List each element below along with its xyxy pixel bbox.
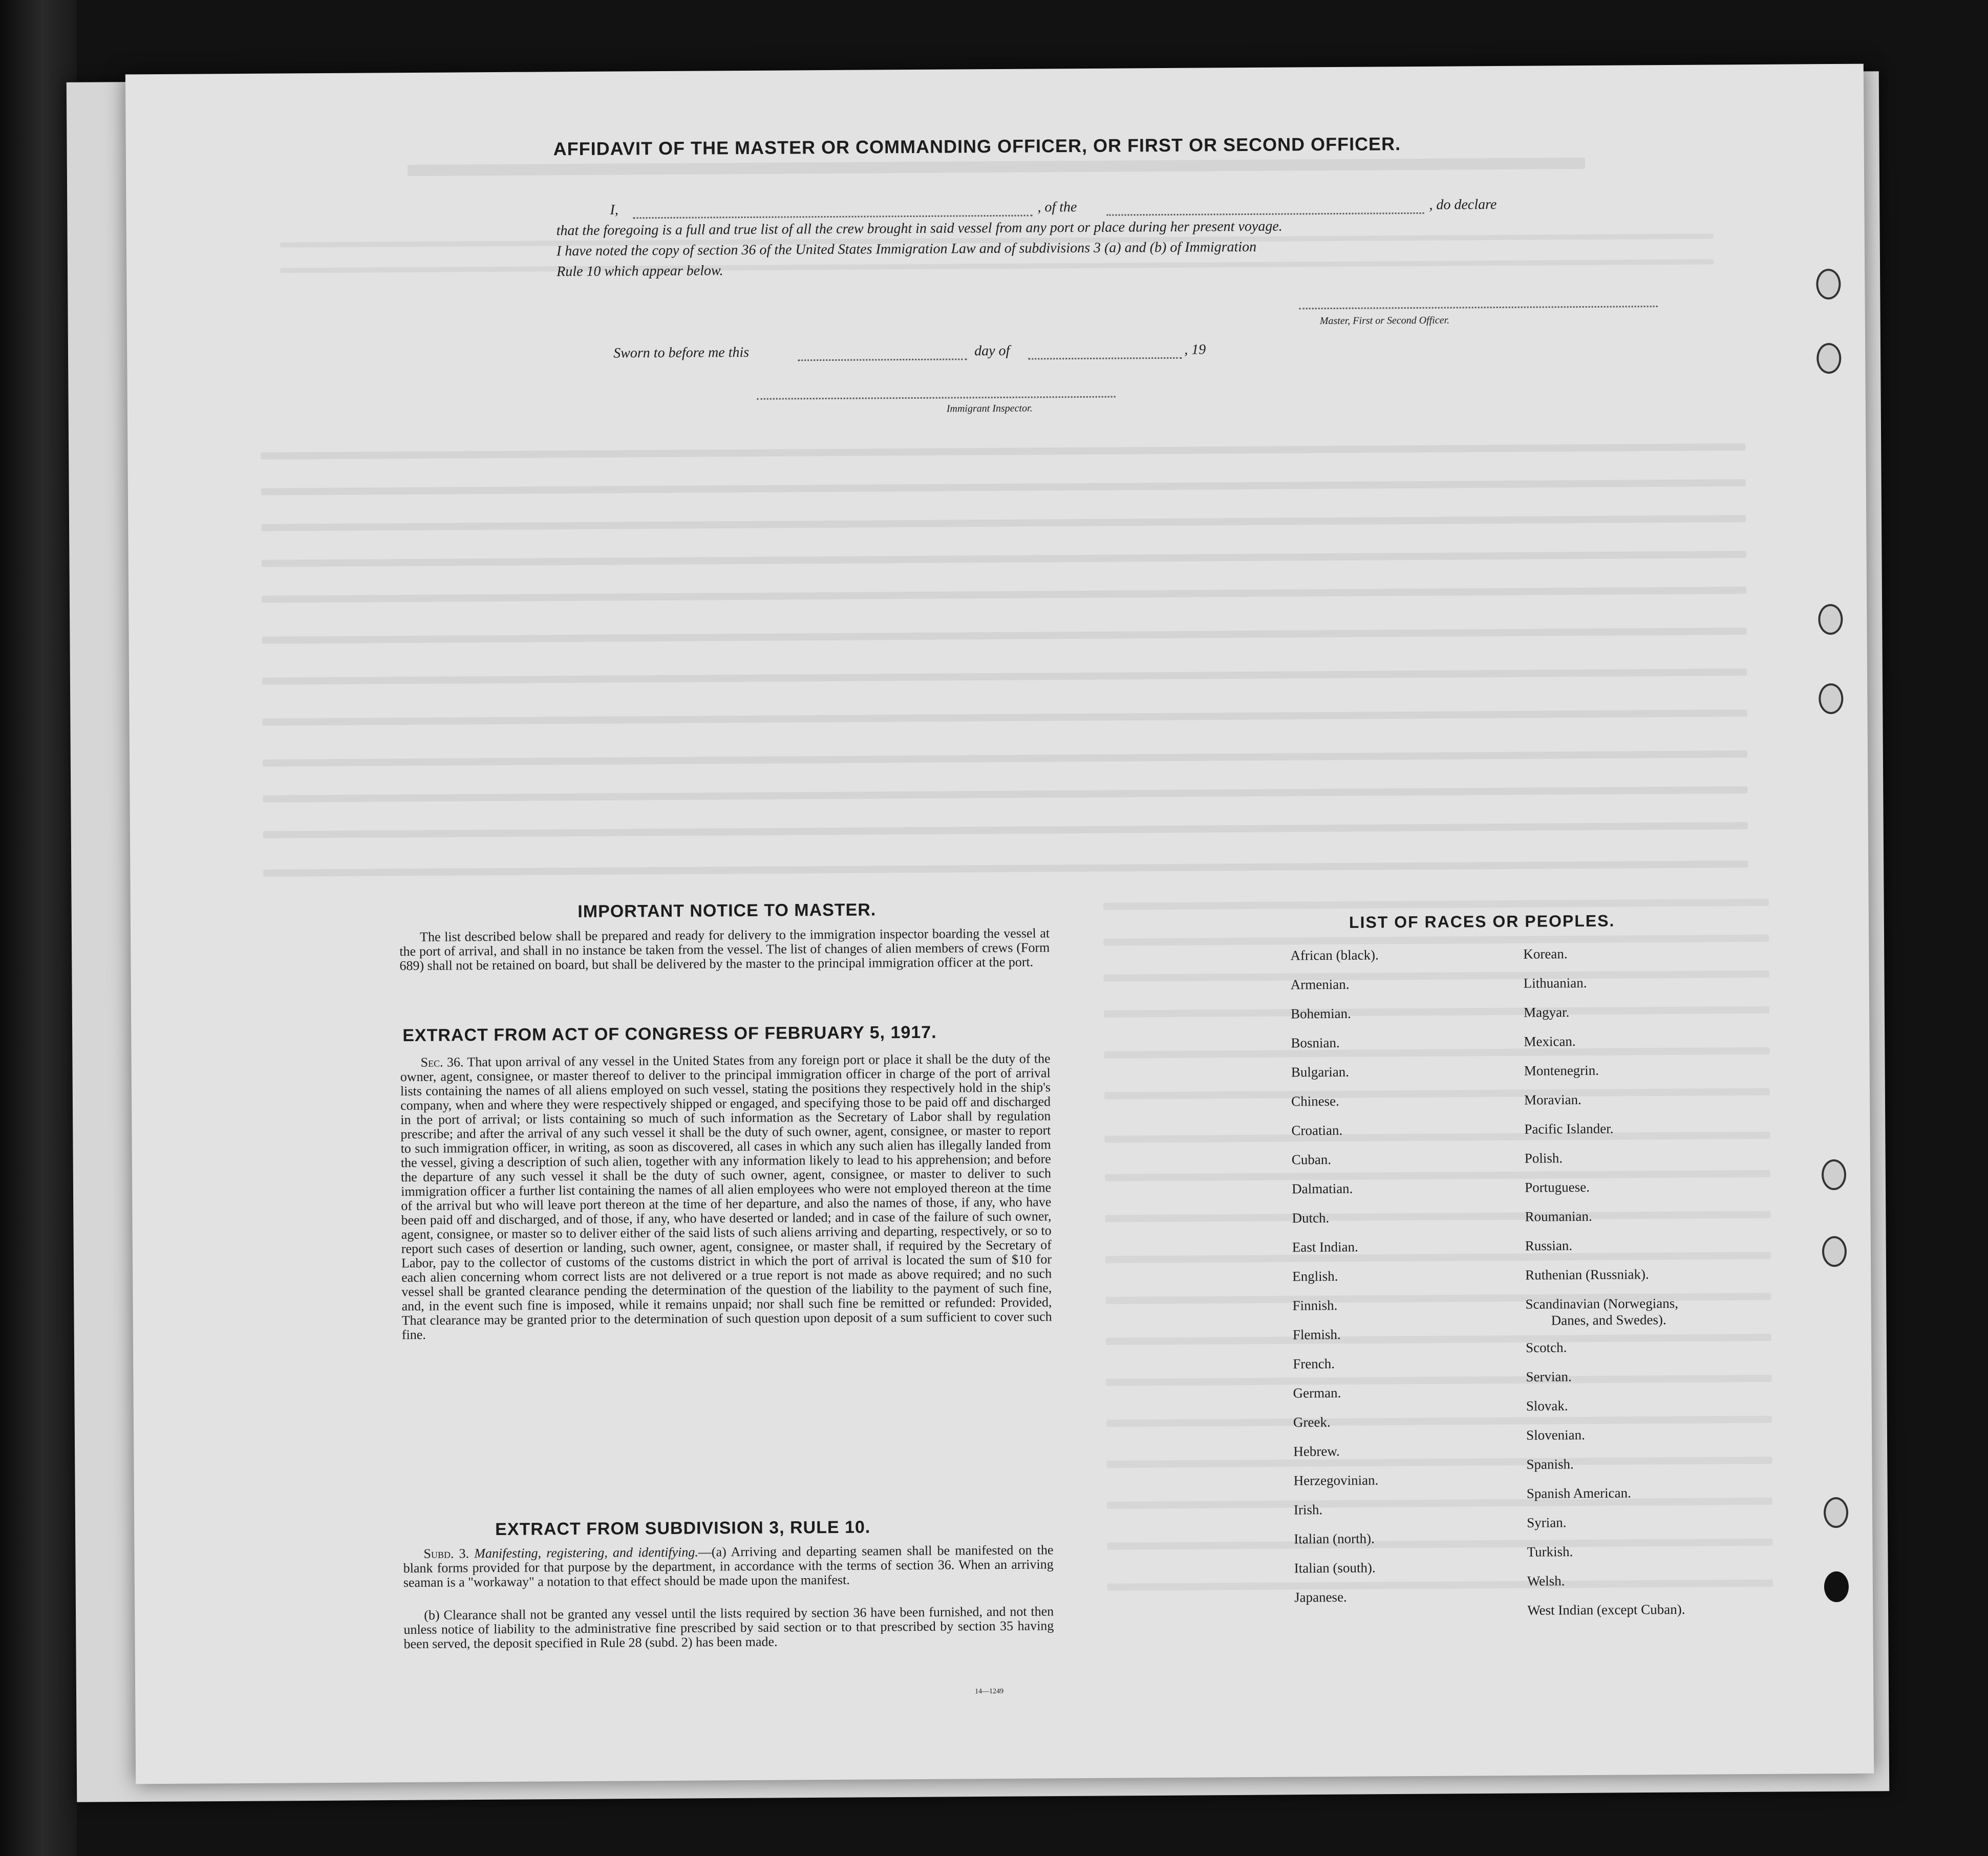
races-title: LIST OF RACES OR PEOPLES.	[1349, 911, 1615, 932]
affidavit-line-2: I have noted the copy of section 36 of the United States Immigration Law and of subdivisions 3 (a) and (b) of Immigration	[556, 239, 1257, 260]
race-item: Cuban.	[1291, 1152, 1332, 1168]
race-item: Russian.	[1525, 1238, 1573, 1254]
affidavit-line-3: Rule 10 which appear below.	[557, 263, 723, 280]
race-item: Bohemian.	[1290, 1005, 1351, 1022]
race-item: Irish.	[1293, 1502, 1323, 1518]
race-item: African (black).	[1290, 947, 1379, 963]
year-label: , 19	[1184, 341, 1206, 358]
act-section-body: That upon arrival of any vessel in the United States from any foreign port or place it shall be the duty of the owner, agent, consignee, or master thereof to deliver to the principal immigration officer in charge of the port of arrival lists containing the names of all aliens employed on such vessel, stating the positions they respectively hold in the ship's company, when and where they were respectively shipped or engaged, and specifying those to be paid off and discharged in the port of arrival; or lists containing so much of such information as the Secretary of Labor shall by regulation prescribe; and after the arrival of any such vessel it shall be the duty of such owner, agent, consignee, or master to report to such immigration officer, in writing, as soon as discovered, all cases in which any such alien has illegally landed from the vessel, giving a description of such alien, together with any information likely to lead to his apprehension; and before the departure of any such vessel it shall be the duty of such owner, agent, consignee, or master to deliver to such immigration officer a further list containing the names of all alien employees who were not employed thereon at the time of the arrival but who will leave port thereon at the time of her departure, and also the names of those, if any, who have been paid off and discharged, and of those, if any, who have deserted or landed; and in case of the failure of such owner, agent, consignee, or master so to deliver either of the said lists of such aliens arriving and departing, respectively, or so to report such cases of desertion or landing, such owner, agent, consignee, or master shall, if required by the Secretary of Labor, pay to the collector of customs of the customs district in which the port of arrival is located the sum of $10 for each alien concerning whom correct lists are not delivered or a true report is not made as above required; and no such vessel shall be granted clearance pending the determination of the question of the liability to the payment of such fine, and, in the event such fine is imposed, while it remains unpaid; nor shall such fine be remitted or refunded: Provided, That clearance may be granted prior to the determination of such question upon deposit of a sum sufficient to cover such fine.	[400, 1051, 1052, 1343]
race-item: Ruthenian (Russniak).	[1525, 1266, 1649, 1283]
race-item: East Indian.	[1292, 1239, 1358, 1255]
affidavit-do-declare: , do declare	[1429, 197, 1497, 213]
race-item: West Indian (except Cuban).	[1527, 1601, 1685, 1618]
race-item: Slovak.	[1526, 1398, 1568, 1414]
act-section-label: Sec. 36.	[420, 1054, 464, 1070]
race-item: Danes, and Swedes).	[1551, 1312, 1666, 1328]
race-item: Moravian.	[1524, 1092, 1581, 1108]
race-item: Bosnian.	[1291, 1034, 1340, 1051]
race-item: Italian (south).	[1294, 1560, 1376, 1576]
race-item: German.	[1293, 1385, 1341, 1401]
day-of-label: day of	[974, 342, 1010, 359]
race-item: Scandinavian (Norwegians,	[1525, 1295, 1679, 1312]
notice-body: The list described below shall be prepared and ready for delivery to the immigration inspector boarding the vessel at the port of arrival, and shall in no instance be taken from the vessel. The list of changes of alien members of crews (Form 689) shall not be retained on board, but shall be delivered by the master to the principal immigration officer at the port.	[399, 925, 1050, 974]
rule-part-a: —(a) Arriving and departing seamen shall be manifested on the blank forms provided for that purpose by the department, in accordance with the terms of section 36. When an arriving seaman is a "workaway" a notation to that effect should be made upon the manifest.	[403, 1542, 1054, 1590]
race-item: Greek.	[1293, 1414, 1331, 1430]
race-item: Servian.	[1526, 1369, 1572, 1385]
notice-title: IMPORTANT NOTICE TO MASTER.	[578, 900, 877, 922]
race-item: Italian (north).	[1294, 1530, 1375, 1547]
binder-spine	[0, 0, 77, 1856]
master-signature-label: Master, First or Second Officer.	[1319, 314, 1450, 327]
rule-subd-heading: Manifesting, registering, and identifying.	[474, 1544, 698, 1561]
affidavit-line-1: that the foregoing is a full and true list of all the crew brought in said vessel from any port or place during her present voyage.	[556, 218, 1282, 239]
race-item: Chinese.	[1291, 1093, 1339, 1109]
race-item: Polish.	[1524, 1150, 1563, 1166]
race-item: Armenian.	[1290, 976, 1350, 992]
race-item: Korean.	[1523, 946, 1568, 962]
race-item: Spanish American.	[1526, 1485, 1631, 1501]
race-item: Spanish.	[1526, 1456, 1574, 1472]
rule-subd-label: Subd. 3.	[423, 1546, 469, 1561]
race-item: Scotch.	[1525, 1340, 1567, 1355]
race-item: French.	[1293, 1356, 1335, 1372]
race-item: Dutch.	[1292, 1210, 1330, 1226]
race-item: Portuguese.	[1525, 1179, 1590, 1195]
affidavit-i-label: I,	[610, 202, 618, 218]
race-item: Croatian.	[1291, 1122, 1343, 1138]
affidavit-of-the-label: , of the	[1037, 199, 1077, 215]
rule-part-b: (b) Clearance shall not be granted any vessel until the lists required by section 36 have been furnished, and not then unless notice of liability to the administrative fine prescribed by said section or to that prescribed by section 35 having been served, the deposit specified in Rule 28 (subd. 2) has been made.	[403, 1604, 1054, 1652]
race-item: Roumanian.	[1525, 1208, 1592, 1224]
race-item: Finnish.	[1292, 1297, 1338, 1313]
act-extract-title: EXTRACT FROM ACT OF CONGRESS OF FEBRUARY 5, 1917.	[402, 1022, 937, 1046]
affidavit-title: AFFIDAVIT OF THE MASTER OR COMMANDING OFFICER, OR FIRST OR SECOND OFFICER.	[553, 133, 1401, 160]
race-item: Dalmatian.	[1292, 1180, 1353, 1197]
race-item: Hebrew.	[1293, 1443, 1340, 1459]
sworn-label: Sworn to before me this	[613, 344, 750, 361]
race-item: Japanese.	[1294, 1589, 1347, 1605]
race-item: Magyar.	[1523, 1004, 1570, 1020]
rule-subd-3	[403, 1543, 1053, 1590]
race-item: English.	[1292, 1268, 1338, 1284]
race-item: Mexican.	[1524, 1033, 1576, 1049]
race-item: Montenegrin.	[1524, 1062, 1599, 1078]
race-item: Pacific Islander.	[1524, 1120, 1614, 1137]
manifest-page	[125, 64, 1874, 1784]
race-item: Syrian.	[1527, 1515, 1567, 1530]
race-item: Herzegovinian.	[1293, 1472, 1379, 1488]
act-section-36	[400, 1051, 1052, 1342]
race-item: Welsh.	[1527, 1573, 1565, 1589]
race-item: Turkish.	[1527, 1544, 1573, 1560]
race-item: Slovenian.	[1526, 1427, 1585, 1443]
rule-extract-title: EXTRACT FROM SUBDIVISION 3, RULE 10.	[495, 1517, 871, 1540]
race-item: Flemish.	[1292, 1326, 1341, 1343]
race-item: Lithuanian.	[1523, 975, 1587, 991]
inspector-label: Immigrant Inspector.	[946, 402, 1033, 415]
form-number: 14—1249	[975, 1687, 1004, 1696]
race-item: Bulgarian.	[1291, 1064, 1350, 1080]
